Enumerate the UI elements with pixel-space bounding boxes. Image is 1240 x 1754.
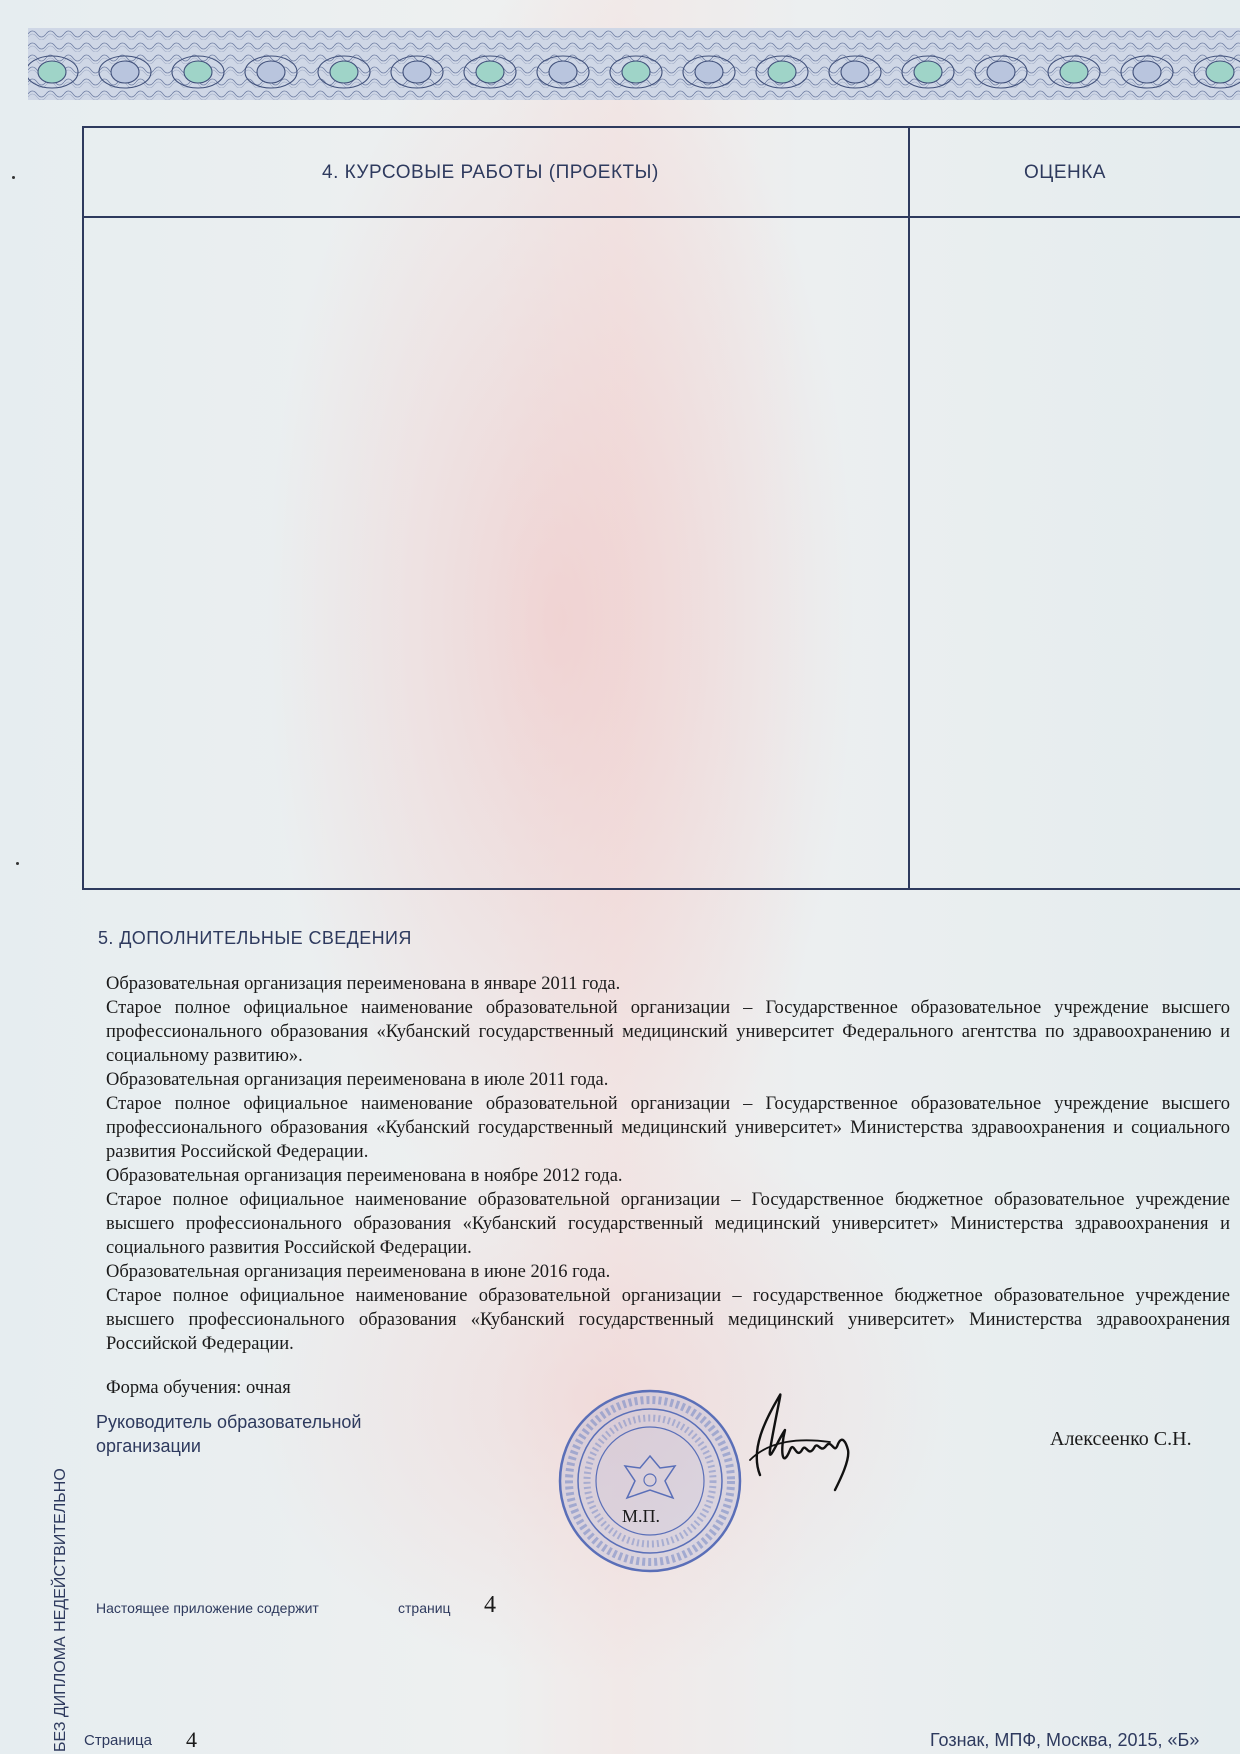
- paragraph: Старое полное официальное наименование образовательной организации – Государственное образовательное учреждение высшего профессионального образования «Кубанский государственный медицинский университет Федерального агентства по здравоохранению и социальному развитию».: [106, 998, 1230, 1066]
- paragraph: Образовательная организация переименована в ноябре 2012 года.: [106, 1166, 623, 1186]
- rosette-center: [111, 61, 139, 83]
- rosette-center: [1133, 61, 1161, 83]
- rosette-center: [1060, 61, 1088, 83]
- pages-label: Настоящее приложение содержит: [96, 1600, 319, 1616]
- coursework-table: [82, 126, 1240, 890]
- column-divider: [908, 128, 910, 888]
- rosette-center: [549, 61, 577, 83]
- study-form: Форма обучения: очная: [106, 1378, 291, 1398]
- signatory-label: Руководитель образовательной организации: [96, 1412, 362, 1456]
- additional-info-text: [106, 972, 1230, 1356]
- rosette-center: [622, 61, 650, 83]
- rosette-center: [184, 61, 212, 83]
- footer-page-number: 4: [186, 1727, 197, 1752]
- official-seal-stamp: [555, 1386, 745, 1576]
- security-pattern-band: [28, 28, 1240, 100]
- rosette-center: [768, 61, 796, 83]
- rosette-center: [914, 61, 942, 83]
- paragraph: Старое полное официальное наименование образовательной организации – Государственное образовательное учреждение высшего профессионального образования «Кубанский государственный медицинский университет» Министерства здравоохранения и социального развития Российской Федерации.: [106, 1094, 1230, 1162]
- pages-count: 4: [484, 1592, 496, 1618]
- additional-info-title: 5. ДОПОЛНИТЕЛЬНЫЕ СВЕДЕНИЯ: [98, 928, 412, 948]
- coursework-column-header: 4. КУРСОВЫЕ РАБОТЫ (ПРОЕКТЫ): [322, 162, 659, 183]
- signature: [720, 1380, 880, 1500]
- footer-page-label: Страница: [84, 1732, 152, 1749]
- signatory-name: Алексеенко С.Н.: [1050, 1428, 1192, 1450]
- scan-speck: [16, 862, 19, 865]
- table-header-row: [84, 128, 1240, 218]
- paragraph: Старое полное официальное наименование образовательной организации – Государственное бюджетное образовательное учреждение высшего профессионального образования «Кубанский государственный медицинский университет» Министерства здравоохранения и социального развития Российской Федерации.: [106, 1190, 1230, 1258]
- rosette-center: [1206, 61, 1234, 83]
- rosette-center: [257, 61, 285, 83]
- grade-column-header: ОЦЕНКА: [1024, 162, 1106, 183]
- rosette-center: [987, 61, 1015, 83]
- paragraph: Старое полное официальное наименование образовательной организации – государственное бюджетное образовательное учреждение высшего профессионального образования «Кубанский государственный медицинский университет» Министерства здравоохранения Российской Федерации.: [106, 1286, 1230, 1354]
- paragraph: Образовательная организация переименована в январе 2011 года.: [106, 974, 621, 994]
- rosette-center: [841, 61, 869, 83]
- paragraph: Образовательная организация переименована в июне 2016 года.: [106, 1262, 611, 1282]
- pages-word: страниц: [398, 1600, 451, 1616]
- scan-speck: [12, 176, 15, 179]
- footer-printer-info: Гознак, МПФ, Москва, 2015, «Б»: [930, 1730, 1200, 1750]
- rosette-center: [695, 61, 723, 83]
- stamp-place-label: М.П.: [622, 1506, 661, 1526]
- rosette-center: [403, 61, 431, 83]
- rosette-center: [330, 61, 358, 83]
- rosette-center: [476, 61, 504, 83]
- rosette-center: [38, 61, 66, 83]
- paragraph: Образовательная организация переименована в июле 2011 года.: [106, 1070, 609, 1090]
- validity-note: БЕЗ ДИПЛОМА НЕДЕЙСТВИТЕЛЬНО: [52, 1468, 69, 1752]
